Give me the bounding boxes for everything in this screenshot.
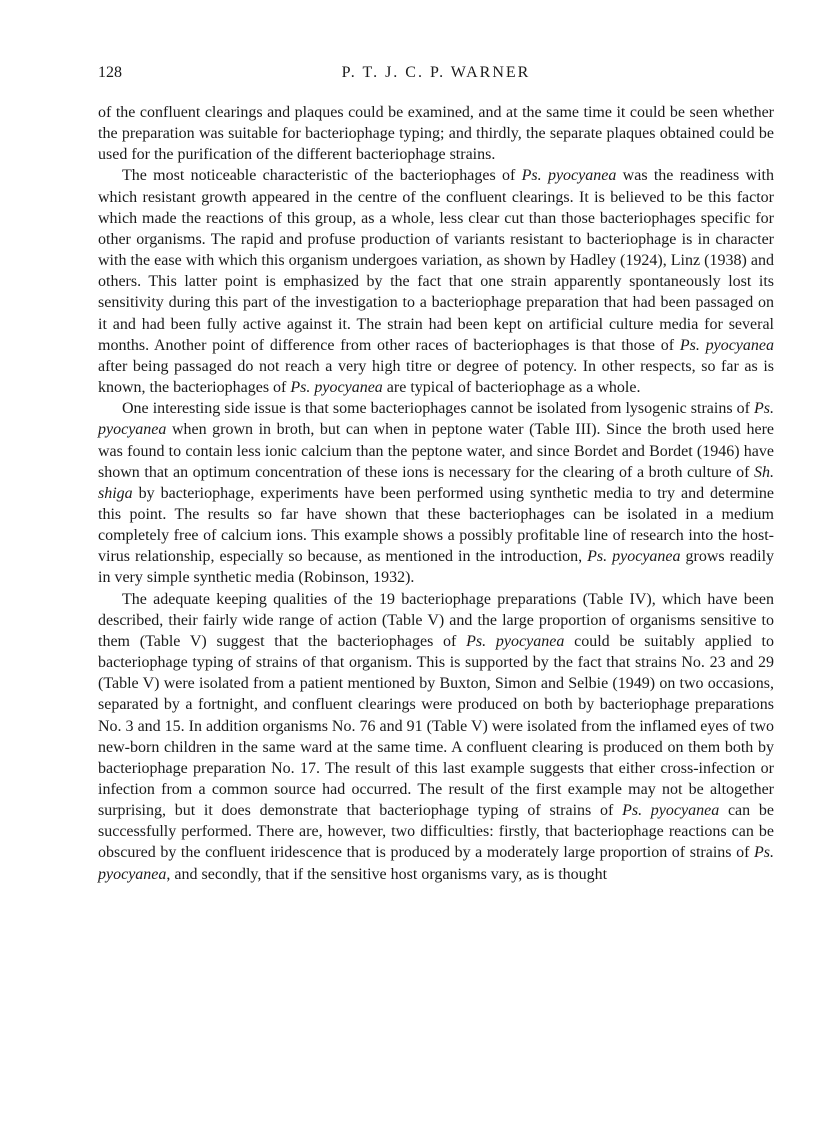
italic-run: Ps. pyocyanea — [98, 400, 774, 439]
italic-run: Ps. pyocyanea — [622, 802, 720, 820]
text-run: The most noticeable characteristic of the bacteriophages of — [122, 167, 522, 185]
text-run: , and secondly, that if the sensitive host organisms vary, as is thought — [166, 865, 608, 883]
text-run: One interesting side issue is that some bacteriophages cannot be isolated from lysogenic strains of — [122, 400, 754, 418]
text-run: by bacteriophage, experiments have been performed using synthetic media to try and determine this point. The results so far have shown that these bacteriophages can be isolated in a medium completely free of calcium ions. This example shows a possibly profitable line of research into the host-virus relationship, especially so because, as mentioned in the introduction, — [98, 484, 774, 566]
paragraph — [98, 589, 774, 885]
text-run: The adequate keeping qualities of the 19 bacteriophage preparations (Table IV), which have been described, their fairly wide range of action (Table V) and the large proportion of organisms sensitive to them (Table V) suggest that the bacteriophages of — [98, 590, 774, 650]
body-text — [98, 102, 774, 885]
running-head: P. T. J. C. P. WARNER — [341, 64, 531, 81]
italic-run: Ps. pyocyanea — [98, 844, 774, 883]
italic-run: Ps. pyocyanea — [290, 379, 383, 397]
paragraph — [98, 165, 774, 398]
text-run: was the readiness with which resistant growth appeared in the centre of the confluent clearings. It is believed to be this factor which made the reactions of this group, as a whole, less clear cut than those bacteriophages specific for other organisms. The rapid and profuse production of variants resistant to bacteriophage is in character with the ease with which this organism undergoes variation, as shown by Hadley (1924), Linz (1938) and others. This latter point is emphasized by the fact that one strain apparently spontaneously lost its sensitivity during this part of the investigation to a bacteriophage preparation that had been passaged on it and had been fully active against it. The strain had been kept on artificial culture media for several months. Another point of difference from other races of bacteriophages is that those of — [98, 167, 775, 354]
text-run: of the confluent clearings and plaques could be examined, and at the same time it could be seen whether the preparation was suitable for bacteriophage typing; and thirdly, the separate plaques obtained could be used for the purification of the different bacteriophage strains. — [98, 104, 774, 164]
text-run: grows readily in very simple synthetic media (Robinson, 1932). — [98, 548, 775, 587]
italic-run: Ps. pyocyanea — [521, 167, 617, 185]
text-run: after being passaged do not reach a very high titre or degree of potency. In other respects, so far as is known, the bacteriophages of — [98, 357, 774, 397]
text-run: are typical of bacteriophage as a whole. — [382, 379, 641, 397]
text-run: could be suitably applied to bacteriophage typing of strains of that organism. This is supported by the fact that strains No. 23 and 29 (Table V) were isolated from a patient mentioned by Buxton, Simon and Selbie (1949) on two occasions, separated by a fortnight, and confluent clearings were produced on both by bacteriophage preparations No. 3 and 15. In addition organisms No. 76 and 91 (Table V) were isolated from the inflamed eyes of two new-born children in the same ward at the same time. A confluent clearing is produced on them both by bacteriophage preparation No. 17. The result of this last example suggests that either cross-infection or infection from a common source had occurred. The result of the first example may not be altogether surprising, but it does demonstrate that bacteriophage typing of strains of — [98, 632, 774, 820]
italic-run: Sh. shiga — [98, 463, 774, 502]
journal-page — [98, 64, 774, 885]
text-run: can be successfully performed. There are, however, two difficulties: firstly, that bacteriophage reactions can be obscured by the confluent iridescence that is produced by a moderately large proportion of strains of — [98, 802, 775, 862]
page-number: 128 — [98, 64, 122, 81]
italic-run: Ps. pyocyanea — [679, 336, 775, 354]
paragraph — [98, 102, 774, 165]
italic-run: Ps. pyocyanea — [466, 632, 565, 650]
paragraph — [98, 398, 774, 588]
text-run: when grown in broth, but can when in peptone water (Table III). Since the broth used here was found to contain less ionic calcium than the peptone water, and since Bordet and Bordet (1946) have shown that an optimum concentration of these ions is necessary for the clearing of a broth culture of — [98, 421, 774, 481]
italic-run: Ps. pyocyanea — [587, 548, 681, 566]
page-header — [98, 64, 774, 92]
